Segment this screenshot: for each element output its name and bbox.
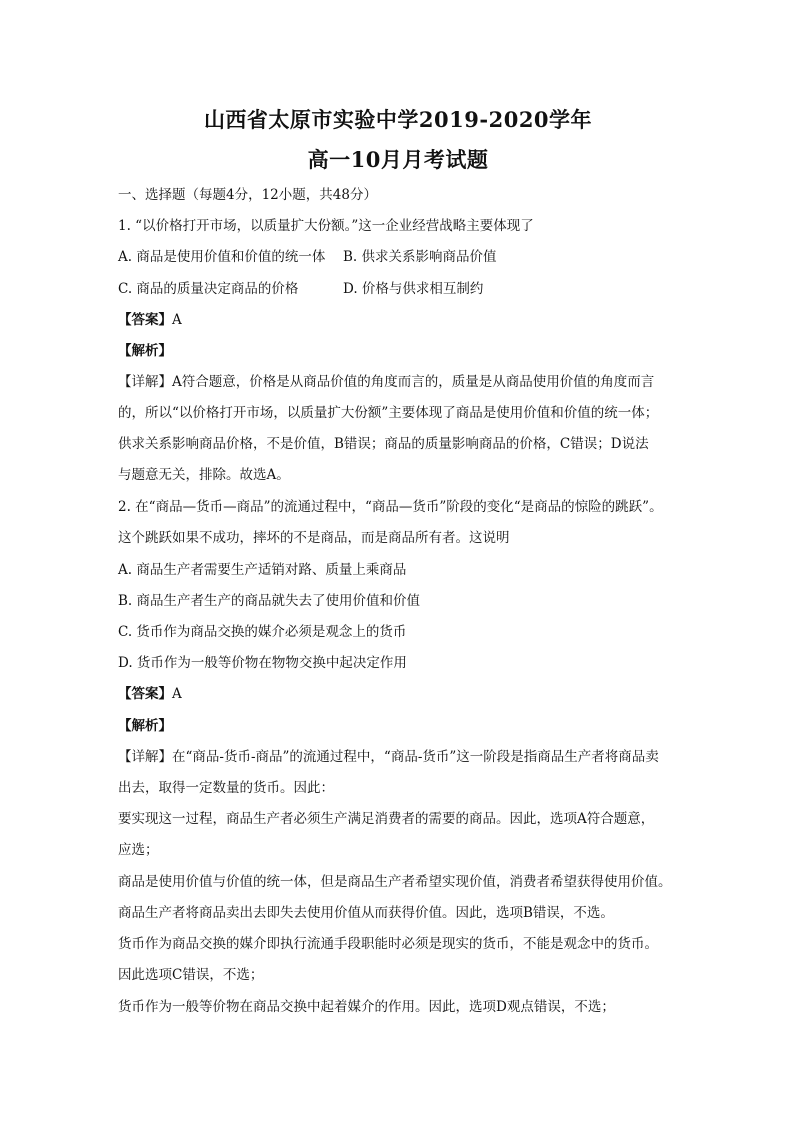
q2-detail-line: 因此选项C错误，不选； [118,967,264,983]
q1-option-b: B. 供求关系影响商品价值 [343,249,497,265]
q2-detail-line: 货币作为商品交换的媒介即执行流通手段职能时必须是现实的货币，不能是观念中的货币。 [118,936,658,952]
q2-detail-line: 【详解】在“商品-货币-商品”的流通过程中，“商品-货币”这一阶段是指商品生产者将商品卖 [118,749,659,765]
q2-answer-label: 【答案】 [118,686,172,702]
q1-detail-line: 与题意无关，排除。故选A。 [118,467,290,483]
document-title-line1: 山西省太原市实验中学2019-2020学年 [203,107,593,132]
q1-answer [118,311,678,329]
q2-stem-line: 2. 在“商品—货币—商品”的流通过程中，“商品—货币”阶段的变化“是商品的惊险的跳跃”。 [118,499,663,515]
q2-option-a: A. 商品生产者需要生产适销对路、质量上乘商品 [118,562,407,578]
q1-answer-label: 【答案】 [118,312,172,328]
q1-options-row1 [118,248,678,266]
q2-detail-line: 商品生产者将商品卖出去即失去使用价值从而获得价值。因此，选项B错误，不选。 [118,905,614,921]
q1-options-row2 [118,280,678,298]
section-header: 一、选择题（每题4分，12小题，共48分） [118,187,377,203]
q1-option-d: D. 价格与供求相互制约 [343,281,484,297]
q2-answer [118,685,678,703]
q1-answer-value: A [172,312,182,328]
q2-option-b: B. 商品生产者生产的商品就失去了使用价值和价值 [118,593,421,609]
q1-option-a: A. 商品是使用价值和价值的统一体 [118,249,326,265]
q1-detail-line: 的，所以“以价格打开市场，以质量扩大份额”主要体现了商品是使用价值和价值的统一体； [118,405,659,421]
q2-option-c: C. 货币作为商品交换的媒介必须是观念上的货币 [118,624,407,640]
q2-option-d: D. 货币作为一般等价物在物物交换中起决定作用 [118,655,407,671]
q2-detail-line: 货币作为一般等价物在商品交换中起着媒介的作用。因此，选项D观点错误，不选； [118,999,615,1015]
q1-option-c: C. 商品的质量决定商品的价格 [118,281,299,297]
q2-detail-line: 应选； [118,842,159,858]
q2-detail-line: 商品是使用价值与价值的统一体，但是商品生产者希望实现价值，消费者希望获得使用价值。 [118,874,672,890]
q1-detail-line: 【详解】A符合题意，价格是从商品价值的角度而言的，质量是从商品使用价值的角度而言 [118,374,655,390]
q1-stem: 1. “以价格打开市场，以质量扩大份额。”这一企业经营战略主要体现了 [118,218,534,234]
q2-detail-line: 出去，取得一定数量的货币。因此： [118,780,334,796]
q1-analysis-label: 【解析】 [118,343,172,359]
document-title-line2: 高一10月月考试题 [307,147,489,172]
q2-detail-line: 要实现这一过程，商品生产者必须生产满足消费者的需要的商品。因此，选项A符合题意， [118,811,655,827]
q2-answer-value: A [172,686,182,702]
q2-analysis-label: 【解析】 [118,718,172,734]
q2-stem-line: 这个跳跃如果不成功，摔坏的不是商品，而是商品所有者。这说明 [118,530,510,546]
q1-detail-line: 供求关系影响商品价格，不是价值，B错误；商品的质量影响商品的价格，C错误；D说法 [118,436,649,452]
